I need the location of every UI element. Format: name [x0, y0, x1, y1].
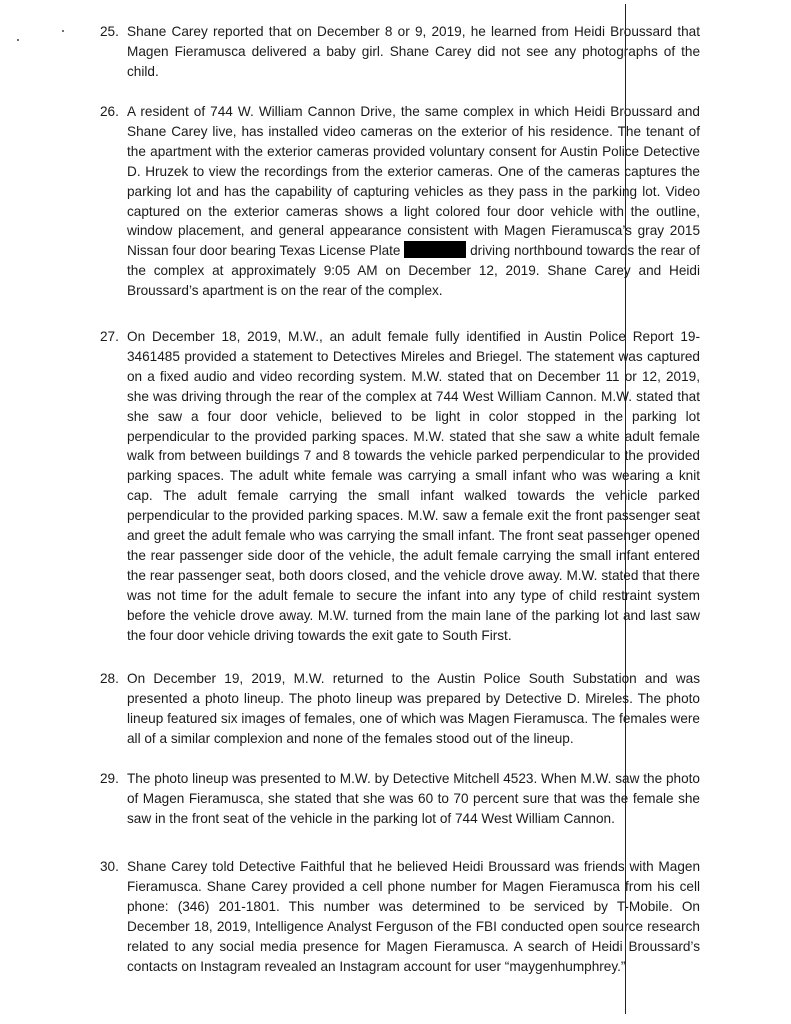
paragraph-text: Shane Carey reported that on December 8 or 9, 2019, he learned from Heidi Broussard that Magen Fieramusca delivered a baby girl. Shane Carey did not see any photographs of the child.: [127, 24, 700, 79]
paragraph-text: The photo lineup was presented to M.W. by Detective Mitchell 4523. When M.W. saw the photo of Magen Fieramusca, she stated that she was 60 to 70 percent sure that was the female she saw in the front seat of the vehicle in the parking lot of 744 West William Cannon.: [127, 771, 700, 826]
paragraph-number: 30.: [100, 859, 119, 874]
paragraph-29: [100, 769, 700, 829]
paragraph-number: 29.: [100, 771, 119, 786]
paragraph-28: [100, 669, 700, 749]
paragraph-30: [100, 857, 700, 976]
paragraph-number: 25.: [100, 24, 119, 39]
paragraph-number: 26.: [100, 104, 119, 119]
scan-speck: [62, 30, 64, 32]
scan-speck: [17, 39, 19, 41]
paragraph-27: [100, 327, 700, 646]
paragraph-text: On December 18, 2019, M.W., an adult female fully identified in Austin Police Report 19-3461485 provided a statement to Detectives Mireles and Briegel. The statement was captured on a fixed audio and video recording system. M.W. stated that on December 11 or 12, 2019, she was driving through the rear of the complex at 744 West William Cannon. M.W. stated that she saw a four door vehicle, believed to be light in color stopped in the parking lot perpendicular to the provided parking spaces. M.W. stated that she saw a white adult female walk from between buildings 7 and 8 towards the vehicle parked perpendicular to the provided parking spaces. The adult white female was carrying a small infant who was wearing a knit cap. The adult female carrying the small infant walked towards the vehicle parked perpendicular to the provided parking spaces. M.W. saw a female exit the front passenger seat and greet the adult female who was carrying the small infant. The front seat passenger opened the rear passenger side door of the vehicle, the adult female carrying the small infant entered the rear passenger seat, both doors closed, and the vehicle drove away. M.W. stated that there was not time for the adult female to secure the infant into any type of child restraint system before the vehicle drove away. M.W. turned from the main lane of the parking lot and last saw the four door vehicle driving towards the exit gate to South First.: [127, 329, 700, 643]
paragraph-text: Shane Carey told Detective Faithful that he believed Heidi Broussard was friends with Magen Fieramusca. Shane Carey provided a cell phone number for Magen Fieramusca from his cell phone: (346) 201-1801. This number was determined to be serviced by T-Mobile. On December 18, 2019, Intelligence Analyst Ferguson of the FBI conducted open source research related to any social media presence for Magen Fieramusca. A search of Heidi Broussard’s contacts on Instagram revealed an Instagram account for user “maygenhumphrey.”: [127, 859, 700, 974]
paragraph-number: 27.: [100, 329, 119, 344]
paragraph-number: 28.: [100, 671, 119, 686]
paragraph-25: [100, 22, 700, 82]
redaction-box: [404, 241, 466, 258]
paragraph-text: A resident of 744 W. William Cannon Drive, the same complex in which Heidi Broussard and Shane Carey live, has installed video cameras on the exterior of his residence. The tenant of the apartment with the exterior cameras provided voluntary consent for Austin Police Detective D. Hruzek to view the recordings from the exterior cameras. One of the cameras captures the parking lot and has the capability of capturing vehicles as they pass in the parking lot. Video captured on the exterior cameras shows a light colored four door vehicle with the outline, window placement, and general appearance consistent with Magen Fieramusca’s gray 2015 Nissan four door bearing Texas License Plate: [127, 104, 700, 259]
paragraph-26: [100, 102, 700, 301]
paragraph-text: On December 19, 2019, M.W. returned to the Austin Police South Substation and was presented a photo lineup. The photo lineup was prepared by Detective D. Mireles. The photo lineup featured six images of females, one of which was Magen Fieramusca. The females were all of a similar complexion and none of the females stood out of the lineup.: [127, 671, 700, 746]
paragraph-text-continued: driving northbound towards the rear of the complex at approximately 9:05 AM on December 12, 2019. Shane Carey and Heidi Broussard’s apartment is on the rear of the complex.: [127, 243, 700, 299]
